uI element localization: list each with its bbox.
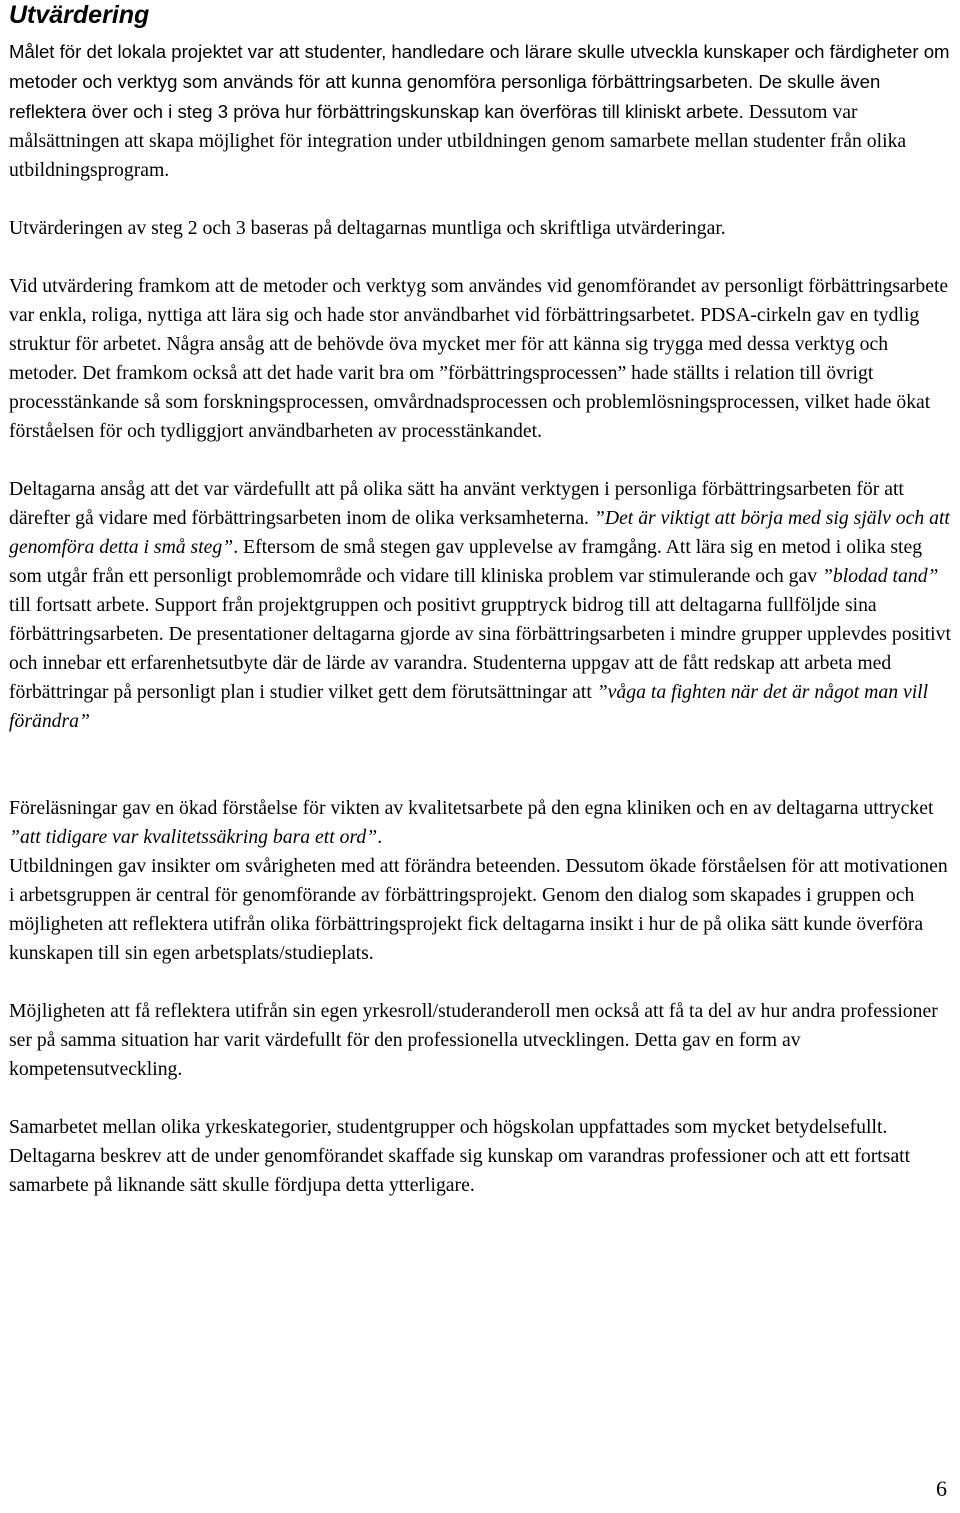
paragraph-methods-feedback: Vid utvärdering framkom att de metoder och verktyg som användes vid genomförandet av personligt förbättringsarbete var enkla, roliga, nyttiga att lära sig och hade stor användbarhet vid förbättringsarbetet. PDSA-cirkeln gav en tydlig struktur för arbetet. Några ansåg att de behövde öva mycket mer för att känna sig trygga med dessa verktyg och metoder. Det framkom också att det hade varit bra om ”förbättringsprocessen” hade ställts i relation till övrigt processtänkande så som forskningsprocessen, omvårdnadsprocessen och problemlösningsprocessen, vilket hade ökat förståelsen för och tydliggjort användbarheten av processtänkandet. — [9, 275, 949, 442]
paragraph-lectures — [9, 794, 954, 968]
quote-blodad-tand: ”blodad tand” — [821, 565, 939, 587]
paragraph-goal-sans-part: Målet för det lokala projektet var att studenter, handledare och lärare skulle utveckla kunskaper och färdigheter om metoder och verktyg som används för att kunna genomföra personliga förbättringsarbeten. De skulle även reflektera över och i steg 3 pröva hur förbättringskunskap kan överföras till kliniskt arbete. — [9, 41, 950, 122]
quote-small-steps: ”Det är viktigt att börja med sig själv och att genomföra detta i små steg” — [9, 507, 950, 558]
paragraph-reflection: Möjligheten att få reflektera utifrån sin egen yrkesroll/studeranderoll men också att få ta del av hur andra professioner ser på samma situation har varit värdefullt för den professionella utvecklingen. Detta gav en form av kompetensutveckling. — [9, 1000, 938, 1080]
paragraph-lectures-text-c: Utbildningen gav insikter om svårigheten med att förändra beteenden. Dessutom ökade förståelsen för att motivationen i arbetsgruppen är central för genomförande av förbättringsprojekt. Genom den dialog som skapades i gruppen och möjligheten att reflektera utifrån olika förbättringsprojekt fick deltagarna insikt i hur de på olika sätt kunde överföra kunskapen till sin egen arbetsplats/studieplats. — [9, 855, 948, 964]
paragraph-participants-value — [9, 475, 954, 736]
quote-kvalitetssakring: ”att tidigare var kvalitetssäkring bara ett ord” — [9, 826, 378, 848]
paragraph-lectures-text-b: . — [377, 826, 383, 848]
paragraph-participants-text-b: . Eftersom de små stegen gav upplevelse av framgång. Att lära sig en metod i olika steg som utgår från ett personligt problemområde och vidare till kliniska problem var stimulerande och gav — [9, 536, 923, 587]
paragraph-goal-serif-part: Dessutom var målsättningen att skapa möjlighet för integration under utbildningen genom samarbete mellan studenter från olika utbildningsprogram. — [9, 101, 907, 181]
paragraph-evaluation-basis: Utvärderingen av steg 2 och 3 baseras på deltagarnas muntliga och skriftliga utvärderingar. — [9, 217, 726, 239]
section-title: Utvärdering — [9, 1, 150, 29]
page-number: 6 — [936, 1476, 947, 1501]
paragraph-goal — [9, 37, 954, 185]
paragraph-participants-text-a: Deltagarna ansåg att det var värdefullt att på olika sätt ha använt verktygen i personliga förbättringsarbeten för att därefter gå vidare med förbättringsarbeten inom de olika verksamheterna. — [9, 478, 904, 529]
paragraph-collaboration: Samarbetet mellan olika yrkeskategorier, studentgrupper och högskolan uppfattades som mycket betydelsefullt. Deltagarna beskrev att de under genomförandet skaffade sig kunskap om varandras professioner och att ett fortsatt samarbete på liknande sätt skulle fördjupa detta ytterligare. — [9, 1116, 911, 1196]
document-page — [9, 0, 954, 1200]
paragraph-lectures-text-a: Föreläsningar gav en ökad förståelse för vikten av kvalitetsarbete på den egna kliniken och en av deltagarna uttrycket — [9, 797, 934, 819]
paragraph-participants-text-c: till fortsatt arbete. Support från projektgruppen och positivt grupptryck bidrog till att deltagarna fullföljde sina förbättringsarbeten. De presentationer deltagarna gjorde av sina förbättringsarbeten i mindre grupper upplevdes positivt och innebar ett erfarenhetsutbyte där de lärde av varandra. Studenterna uppgav att de fått redskap att arbeta med förbättringar på personligt plan i studier vilket gett dem förutsättningar att — [9, 594, 951, 703]
quote-vaga-ta-fighten: ”våga ta fighten när det är något man vill förändra” — [9, 681, 929, 732]
